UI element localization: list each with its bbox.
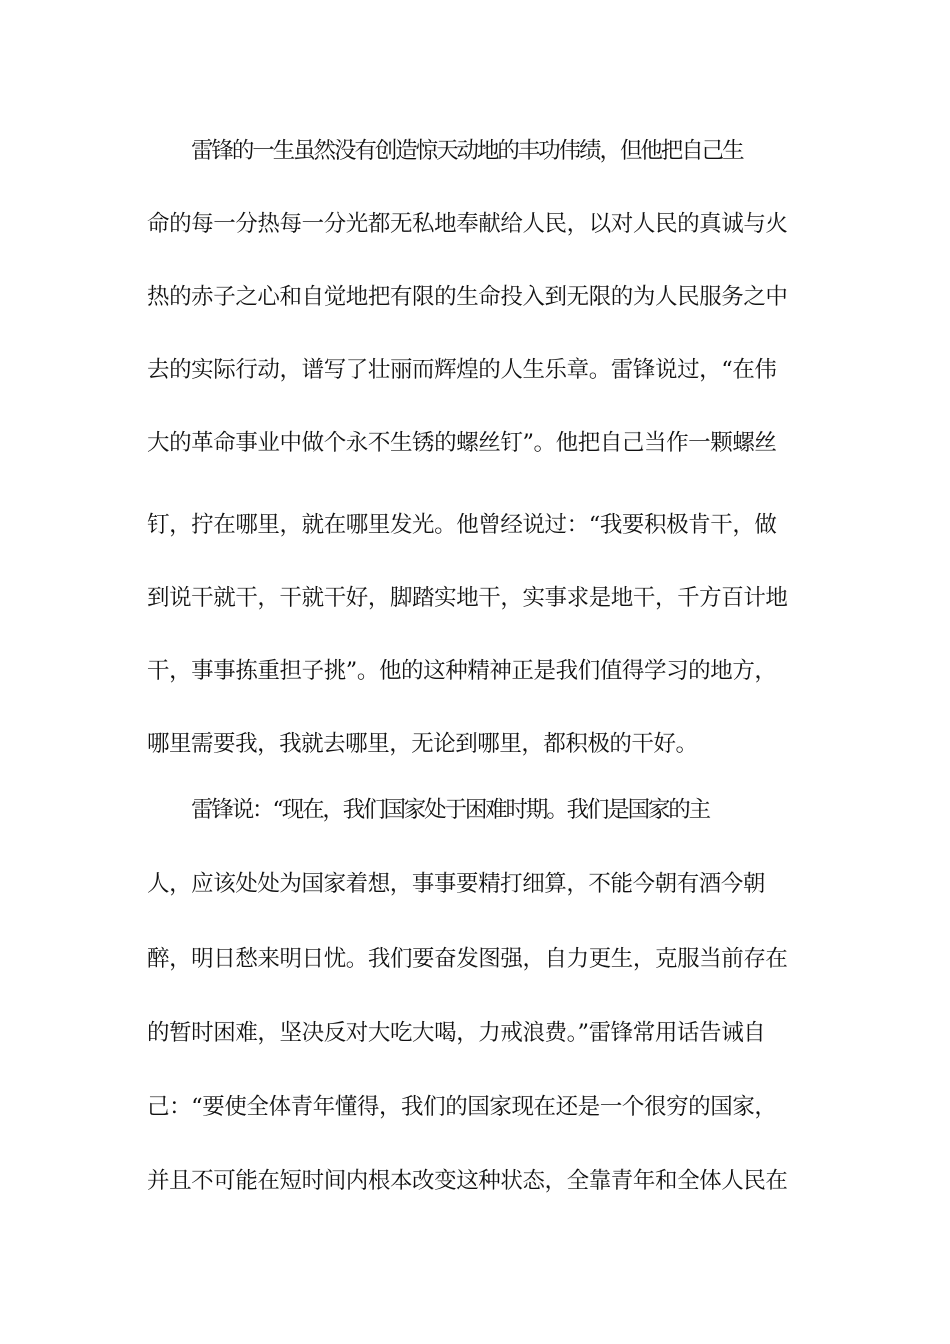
paragraph-2-line-3: 醉，明日愁来明日忧。我们要奋发图强，自力更生，克服当前存在 <box>147 946 788 972</box>
paragraph-1-line-8: 干，事事拣重担子挑”。他的这种精神正是我们值得学习的地方， <box>147 658 777 684</box>
paragraph-1-line-3: 热的赤子之心和自觉地把有限的生命投入到无限的为人民服务之中 <box>147 284 788 310</box>
paragraph-1-line-1: 雷锋的一生虽然没有创造惊天动地的丰功伟绩，但他把自己生 <box>191 138 743 164</box>
paragraph-2-line-1: 雷锋说：“现在，我们国家处于困难时期。我们是国家的主 <box>191 797 710 823</box>
paragraph-2-line-4: 的暂时困难，坚决反对大吃大喝，力戒浪费。”雷锋常用话告诫自 <box>147 1020 766 1046</box>
paragraph-2-line-6: 并且不可能在短时间内根本改变这种状态，全靠青年和全体人民在 <box>147 1168 788 1194</box>
paragraph-1-line-2: 命的每一分热每一分光都无私地奉献给人民，以对人民的真诚与火 <box>147 211 788 237</box>
paragraph-1-line-5: 大的革命事业中做个永不生锈的螺丝钉”。他把自己当作一颗螺丝 <box>147 430 777 456</box>
paragraph-1-line-4: 去的实际行动，谱写了壮丽而辉煌的人生乐章。雷锋说过，“在伟 <box>147 357 777 383</box>
paragraph-1-line-7: 到说干就干，干就干好，脚踏实地干，实事求是地干，千方百计地 <box>147 585 788 611</box>
paragraph-2-line-2: 人，应该处处为国家着想，事事要精打细算，不能今朝有酒今朝 <box>147 871 766 897</box>
paragraph-1-line-6: 钉，拧在哪里，就在哪里发光。他曾经说过：“我要积极肯干，做 <box>147 512 777 538</box>
paragraph-1-line-9: 哪里需要我，我就去哪里，无论到哪里，都积极的干好。 <box>147 731 698 757</box>
paragraph-2-line-5: 己：“要使全体青年懂得，我们的国家现在还是一个很穷的国家， <box>147 1094 777 1120</box>
